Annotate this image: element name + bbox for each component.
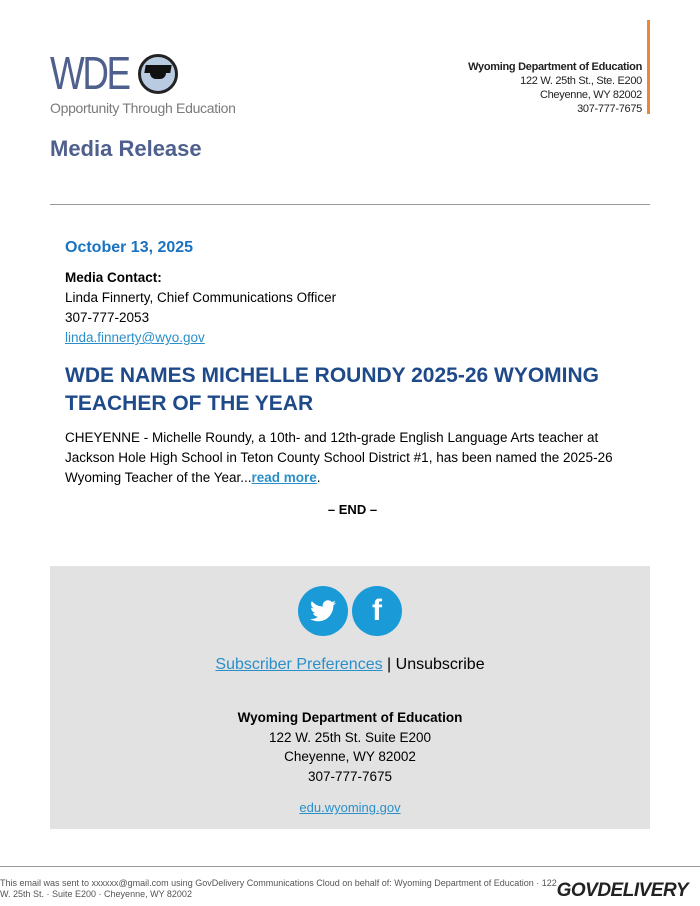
release-date: October 13, 2025 xyxy=(65,239,194,256)
read-more-link[interactable]: read more xyxy=(251,470,317,485)
twitter-icon[interactable] xyxy=(298,586,348,636)
divider xyxy=(50,204,650,205)
tagline: Opportunity Through Education xyxy=(50,100,236,116)
section-title: Media Release xyxy=(50,136,202,161)
footer-address: Wyoming Department of Education 122 W. 25th St. Suite E200 Cheyenne, WY 82002 307-777-7675 xyxy=(237,710,463,784)
subscriber-preferences-link[interactable]: Subscriber Preferences xyxy=(215,656,383,673)
website-link[interactable]: edu.wyoming.gov xyxy=(299,800,401,815)
release-content xyxy=(65,238,640,520)
wde-logo: WDE Opportunity Through Education xyxy=(50,47,236,116)
release-title: WDE NAMES MICHELLE ROUNDY 2025-26 WYOMING TEACHER OF THE YEAR xyxy=(65,364,600,415)
contact-label: Media Contact: xyxy=(65,270,162,285)
unsubscribe-link[interactable]: Unsubscribe xyxy=(395,656,485,673)
contact-name: Linda Finnerty, Chief Communications Officer xyxy=(65,290,337,305)
facebook-icon[interactable]: f xyxy=(352,586,402,636)
end-marker: – END – xyxy=(327,502,378,517)
accent-bar xyxy=(647,20,650,114)
contact-email-link[interactable]: linda.finnerty@wyo.gov xyxy=(65,330,205,345)
contact-phone: 307-777-2053 xyxy=(65,310,150,325)
graduation-cap-icon xyxy=(138,54,178,94)
divider xyxy=(0,866,700,867)
footer-panel: f Subscriber Preferences | Unsubscribe Wyoming Department of Education 122 W. 25th St. Suite E200 Cheyenne, WY 82002 307-777-7675 edu.wyoming.gov xyxy=(50,566,650,829)
letterhead xyxy=(50,20,650,200)
header-address: Wyoming Department of Education 122 W. 25th St., Ste. E200 Cheyenne, WY 82002 307-777-7675 xyxy=(468,61,642,115)
delivery-notice: This email was sent to xxxxxx@gmail.com using GovDelivery Communications Cloud on behalf of: Wyoming Department of Education · 122 W. 25th St. · Suite E200 · Cheyenne, WY 82002 xyxy=(0,878,557,899)
release-body: CHEYENNE - Michelle Roundy, a 10th- and 12th-grade English Language Arts teacher at Jackson Hole High School in Teton County School District #1, has been named the 2025-26 Wyoming Teacher of the Year...read more. xyxy=(65,430,613,485)
govdelivery-logo: GOVDELIVERY xyxy=(556,880,688,901)
